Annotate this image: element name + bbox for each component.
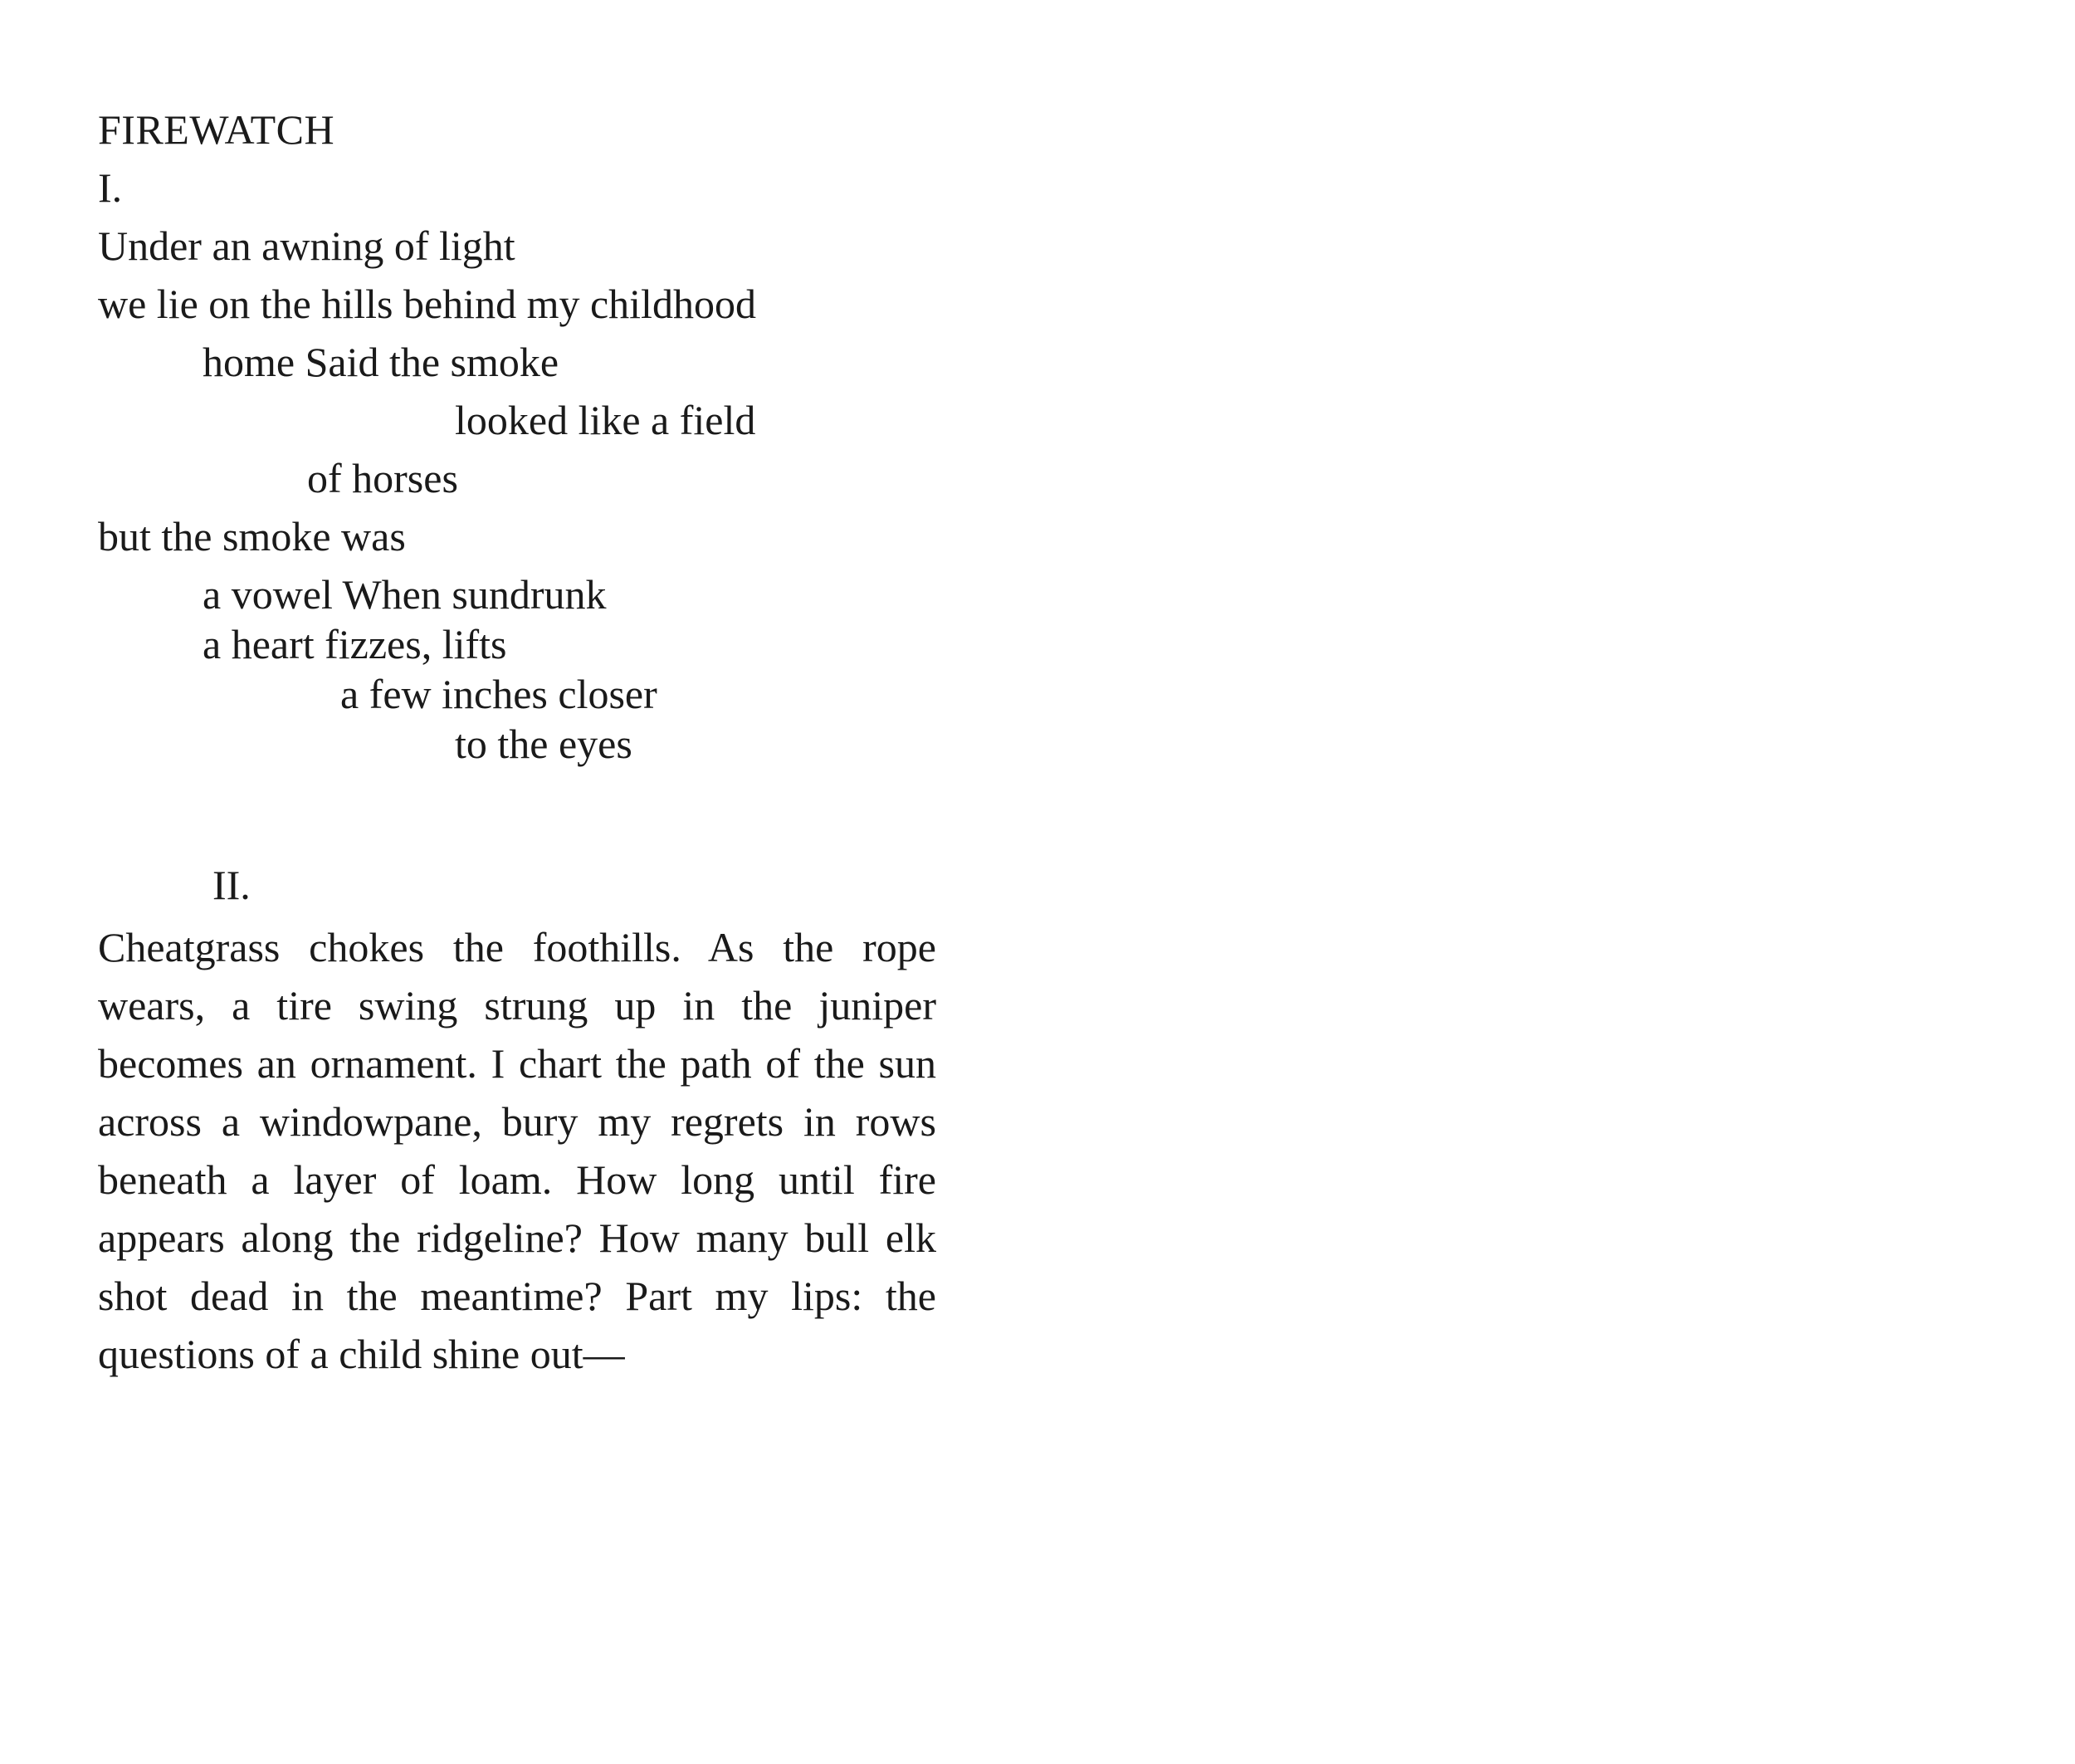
poem-line: a few inches closer xyxy=(340,671,657,717)
poem-line: we lie on the hills behind my childhood xyxy=(98,281,756,327)
poem-line: a vowel When sundrunk xyxy=(203,571,607,618)
paragraph-line: becomes an ornament. I chart the path of the sun xyxy=(98,1040,936,1087)
paragraph-line: Cheatgrass chokes the foothills. As the rope xyxy=(98,924,936,970)
poem-line: looked like a field xyxy=(455,397,756,443)
poem-title: FIREWATCH xyxy=(98,106,335,153)
poem-line: a heart fizzes, lifts xyxy=(203,621,507,667)
poem-line: but the smoke was xyxy=(98,513,406,559)
paragraph-line: across a windowpane, bury my regrets in rows xyxy=(98,1098,936,1145)
paragraph-line: shot dead in the meantime? Part my lips: the xyxy=(98,1273,936,1319)
poem-line: Under an awning of light xyxy=(98,222,515,269)
poem-line: of horses xyxy=(307,455,458,501)
paragraph-line: questions of a child shine out— xyxy=(98,1331,625,1377)
section-two-paragraph xyxy=(98,918,936,1383)
paragraph-line: wears, a tire swing strung up in the juniper xyxy=(98,982,936,1029)
section-one-numeral: I. xyxy=(98,164,123,211)
poem-line: to the eyes xyxy=(455,721,632,767)
paragraph-line: beneath a layer of loam. How long until fire xyxy=(98,1156,936,1203)
poem-line: home Said the smoke xyxy=(203,339,559,385)
paragraph-line: appears along the ridgeline? How many bull elk xyxy=(98,1214,936,1261)
section-two-numeral: II. xyxy=(212,862,251,908)
